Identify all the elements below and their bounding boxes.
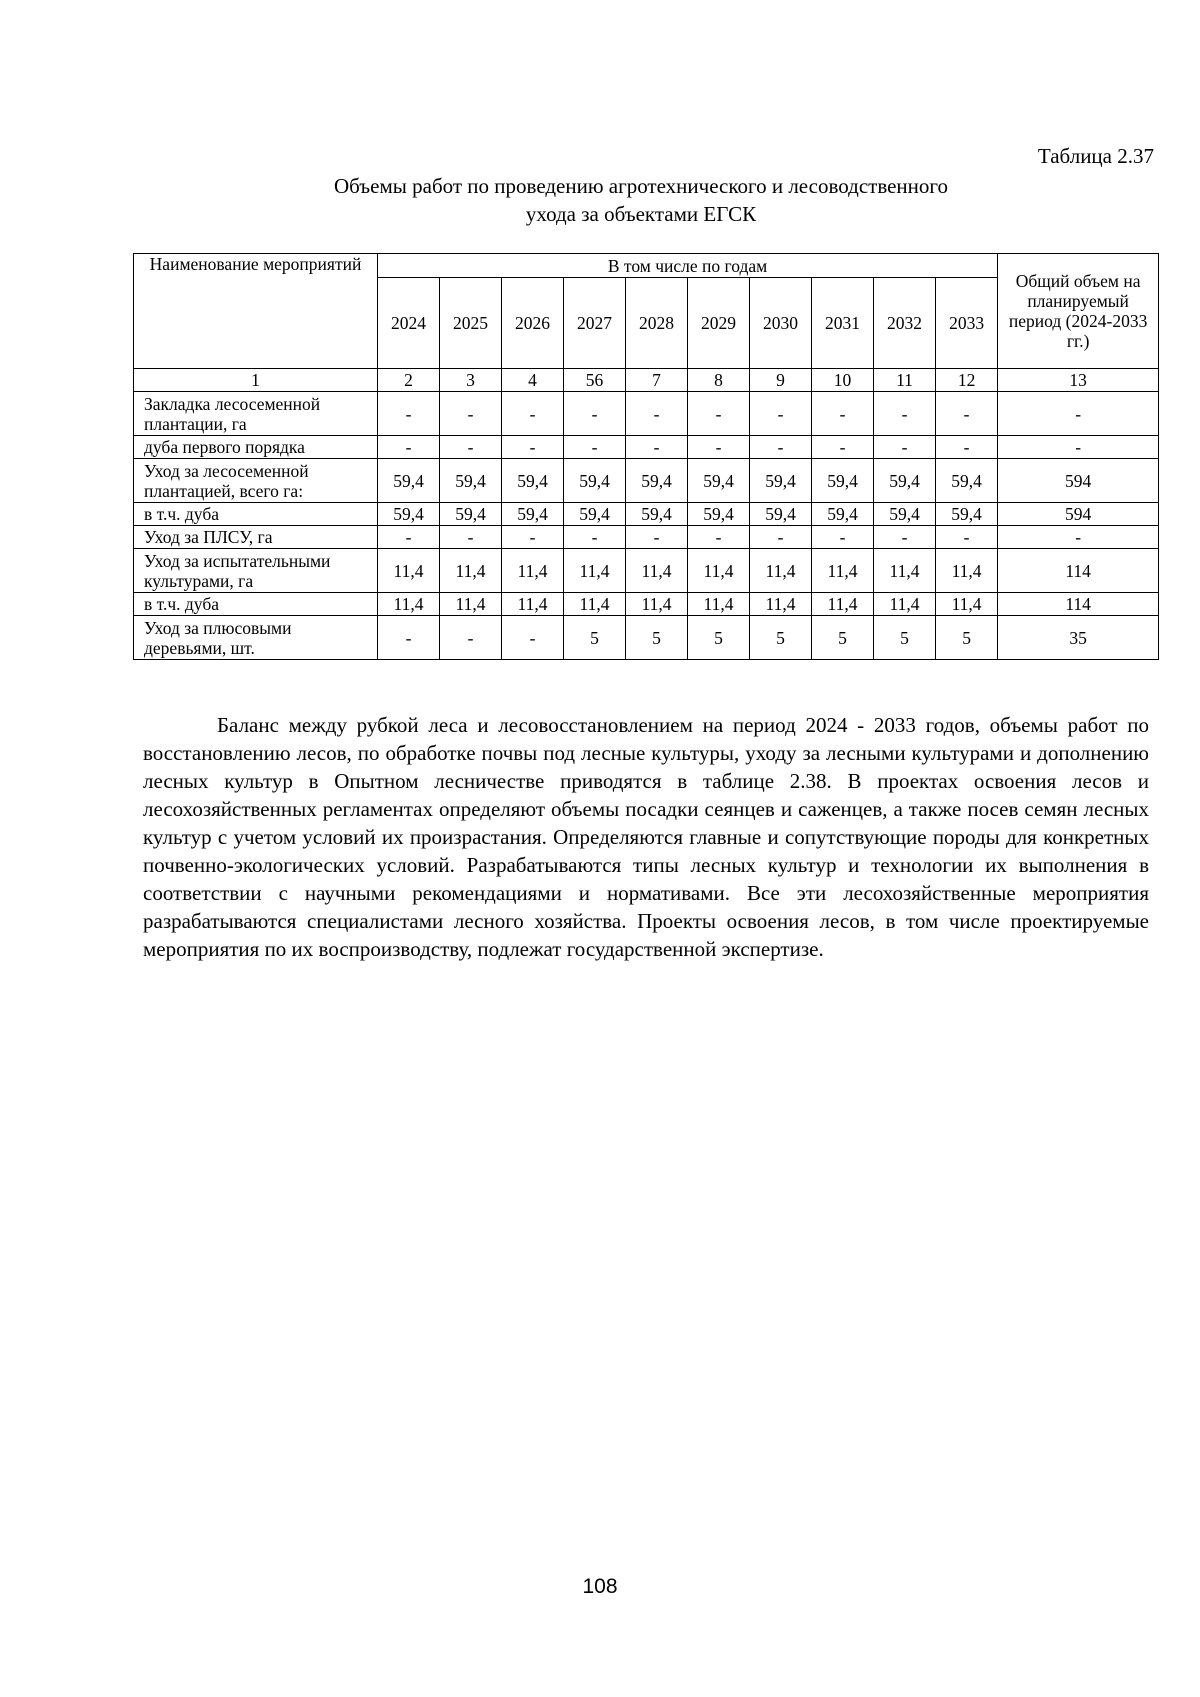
year-value-cell: 59,4 xyxy=(874,459,936,503)
year-value-cell: 11,4 xyxy=(564,549,626,593)
total-value-cell: - xyxy=(998,526,1159,549)
year-value-cell: - xyxy=(502,392,564,436)
header-year: 2029 xyxy=(688,278,750,369)
table-row xyxy=(134,392,1159,436)
column-number: 11 xyxy=(874,369,936,392)
year-value-cell: - xyxy=(812,526,874,549)
year-value-cell: 59,4 xyxy=(502,459,564,503)
header-total-volume: Общий объем на планируемый период (2024-2033 гг.) xyxy=(998,254,1159,369)
header-year: 2026 xyxy=(502,278,564,369)
year-value-cell: - xyxy=(378,436,440,459)
total-value-cell: 114 xyxy=(998,593,1159,616)
year-value-cell: - xyxy=(564,526,626,549)
year-value-cell: 5 xyxy=(874,616,936,660)
year-value-cell: - xyxy=(502,436,564,459)
year-value-cell: - xyxy=(502,526,564,549)
year-value-cell: 11,4 xyxy=(440,549,502,593)
table-caption-line: ухода за объектами ЕГСК xyxy=(525,202,757,226)
year-value-cell: 59,4 xyxy=(812,459,874,503)
body-paragraph: Баланс между рубкой леса и лесовосстановлением на период 2024 - 2033 годов, объемы работ по восстановлению лесов, по обработке почвы под лесные культуры, уходу за лесными культурами и дополнению лесных культур в Опытном лесничестве приводятся в таблице 2.38. В проектах освоения лесов и лесохозяйственных регламентах определяют объемы посадки сеянцев и саженцев, а также посев семян лесных культур с учетом условий их произрастания. Определяются главные и сопутствующие породы для конкретных почвенно-экологических условий. Разрабатываются типы лесных культур и технологии их выполнения в соответствии с научными рекомендациями и нормативами. Все эти лесохозяйственные мероприятия разрабатываются специалистами лесного хозяйства. Проекты освоения лесов, в том числе проектируемые мероприятия по их воспроизводству, подлежат государственной экспертизе. xyxy=(143,713,1149,961)
year-value-cell: 11,4 xyxy=(936,593,998,616)
page-number: 108 xyxy=(582,1575,618,1598)
year-value-cell: 5 xyxy=(936,616,998,660)
header-year: 2031 xyxy=(812,278,874,369)
table-row xyxy=(134,549,1159,593)
table-caption xyxy=(133,172,1149,228)
year-value-cell: - xyxy=(812,436,874,459)
activity-name-cell: Уход за плюсовыми деревьями, шт. xyxy=(134,616,378,660)
year-value-cell: 59,4 xyxy=(750,503,812,526)
year-value-cell: 5 xyxy=(688,616,750,660)
column-number: 10 xyxy=(812,369,874,392)
column-number: 9 xyxy=(750,369,812,392)
year-value-cell: - xyxy=(626,526,688,549)
total-value-cell: - xyxy=(998,436,1159,459)
year-value-cell: 11,4 xyxy=(750,593,812,616)
year-value-cell: 59,4 xyxy=(688,503,750,526)
total-value-cell: 594 xyxy=(998,459,1159,503)
year-value-cell: - xyxy=(688,392,750,436)
table-row xyxy=(134,503,1159,526)
year-value-cell: - xyxy=(626,392,688,436)
table-row xyxy=(134,593,1159,616)
year-value-cell: - xyxy=(812,392,874,436)
year-value-cell: 11,4 xyxy=(502,549,564,593)
year-value-cell: 11,4 xyxy=(750,549,812,593)
header-year: 2024 xyxy=(378,278,440,369)
year-value-cell: 59,4 xyxy=(936,459,998,503)
header-year: 2025 xyxy=(440,278,502,369)
total-value-cell: 35 xyxy=(998,616,1159,660)
year-value-cell: 59,4 xyxy=(874,503,936,526)
year-value-cell: 11,4 xyxy=(440,593,502,616)
year-value-cell: - xyxy=(626,436,688,459)
activity-name-cell: Уход за испытательными культурами, га xyxy=(134,549,378,593)
year-value-cell: 11,4 xyxy=(688,593,750,616)
year-value-cell: 59,4 xyxy=(564,503,626,526)
year-value-cell: - xyxy=(564,436,626,459)
year-value-cell: - xyxy=(502,616,564,660)
year-value-cell: 59,4 xyxy=(440,459,502,503)
column-number: 8 xyxy=(688,369,750,392)
year-value-cell: 11,4 xyxy=(936,549,998,593)
column-number: 2 xyxy=(378,369,440,392)
year-value-cell: 11,4 xyxy=(812,593,874,616)
year-value-cell: 11,4 xyxy=(378,549,440,593)
table-row xyxy=(134,459,1159,503)
year-value-cell: 11,4 xyxy=(626,593,688,616)
year-value-cell: 59,4 xyxy=(812,503,874,526)
column-number: 3 xyxy=(440,369,502,392)
column-number: 13 xyxy=(998,369,1159,392)
column-number: 56 xyxy=(564,369,626,392)
activity-name-cell: в т.ч. дуба xyxy=(134,593,378,616)
year-value-cell: - xyxy=(688,436,750,459)
year-value-cell: 11,4 xyxy=(874,593,936,616)
year-value-cell: 5 xyxy=(626,616,688,660)
column-number: 4 xyxy=(502,369,564,392)
year-value-cell: - xyxy=(440,526,502,549)
table-row xyxy=(134,436,1159,459)
year-value-cell: - xyxy=(874,392,936,436)
header-year: 2032 xyxy=(874,278,936,369)
year-value-cell: 59,4 xyxy=(750,459,812,503)
table-number: Таблица 2.37 xyxy=(1037,144,1154,168)
year-value-cell: 11,4 xyxy=(564,593,626,616)
header-year: 2028 xyxy=(626,278,688,369)
year-value-cell: - xyxy=(750,392,812,436)
year-value-cell: 59,4 xyxy=(378,503,440,526)
year-value-cell: - xyxy=(936,436,998,459)
activity-name-cell: Закладка лесосеменной плантации, га xyxy=(134,392,378,436)
activity-name-cell: Уход за ПЛСУ, га xyxy=(134,526,378,549)
header-year: 2027 xyxy=(564,278,626,369)
year-value-cell: - xyxy=(936,392,998,436)
year-value-cell: - xyxy=(440,616,502,660)
table-row xyxy=(134,616,1159,660)
year-value-cell: - xyxy=(378,526,440,549)
year-value-cell: 59,4 xyxy=(564,459,626,503)
year-value-cell: 11,4 xyxy=(378,593,440,616)
year-value-cell: 59,4 xyxy=(688,459,750,503)
year-value-cell: 11,4 xyxy=(688,549,750,593)
year-value-cell: - xyxy=(874,526,936,549)
activity-name-cell: Уход за лесосеменной плантацией, всего га: xyxy=(134,459,378,503)
column-number: 7 xyxy=(626,369,688,392)
year-value-cell: - xyxy=(750,526,812,549)
year-value-cell: - xyxy=(874,436,936,459)
column-number: 12 xyxy=(936,369,998,392)
header-year: 2033 xyxy=(936,278,998,369)
year-value-cell: - xyxy=(688,526,750,549)
year-value-cell: 5 xyxy=(564,616,626,660)
header-year: 2030 xyxy=(750,278,812,369)
total-value-cell: 594 xyxy=(998,503,1159,526)
year-value-cell: - xyxy=(440,436,502,459)
year-value-cell: 11,4 xyxy=(502,593,564,616)
table-caption-line: Объемы работ по проведению агротехнического и лесоводственного xyxy=(333,174,948,198)
year-value-cell: - xyxy=(440,392,502,436)
year-value-cell: - xyxy=(564,392,626,436)
year-value-cell: - xyxy=(378,616,440,660)
year-value-cell: 59,4 xyxy=(626,503,688,526)
year-value-cell: 59,4 xyxy=(502,503,564,526)
year-value-cell: 59,4 xyxy=(936,503,998,526)
table-row xyxy=(134,526,1159,549)
work-volume-table xyxy=(133,253,1159,660)
year-value-cell: 11,4 xyxy=(626,549,688,593)
year-value-cell: - xyxy=(936,526,998,549)
activity-name-cell: в т.ч. дуба xyxy=(134,503,378,526)
year-value-cell: 59,4 xyxy=(378,459,440,503)
year-value-cell: 11,4 xyxy=(812,549,874,593)
year-value-cell: 59,4 xyxy=(626,459,688,503)
activity-name-cell: дуба первого порядка xyxy=(134,436,378,459)
header-years-group: В том числе по годам xyxy=(378,254,998,278)
year-value-cell: - xyxy=(750,436,812,459)
year-value-cell: - xyxy=(378,392,440,436)
year-value-cell: 5 xyxy=(750,616,812,660)
year-value-cell: 59,4 xyxy=(440,503,502,526)
year-value-cell: 11,4 xyxy=(874,549,936,593)
year-value-cell: 5 xyxy=(812,616,874,660)
column-number: 1 xyxy=(134,369,378,392)
total-value-cell: - xyxy=(998,392,1159,436)
total-value-cell: 114 xyxy=(998,549,1159,593)
header-activity-name: Наименование мероприятий xyxy=(134,254,378,369)
